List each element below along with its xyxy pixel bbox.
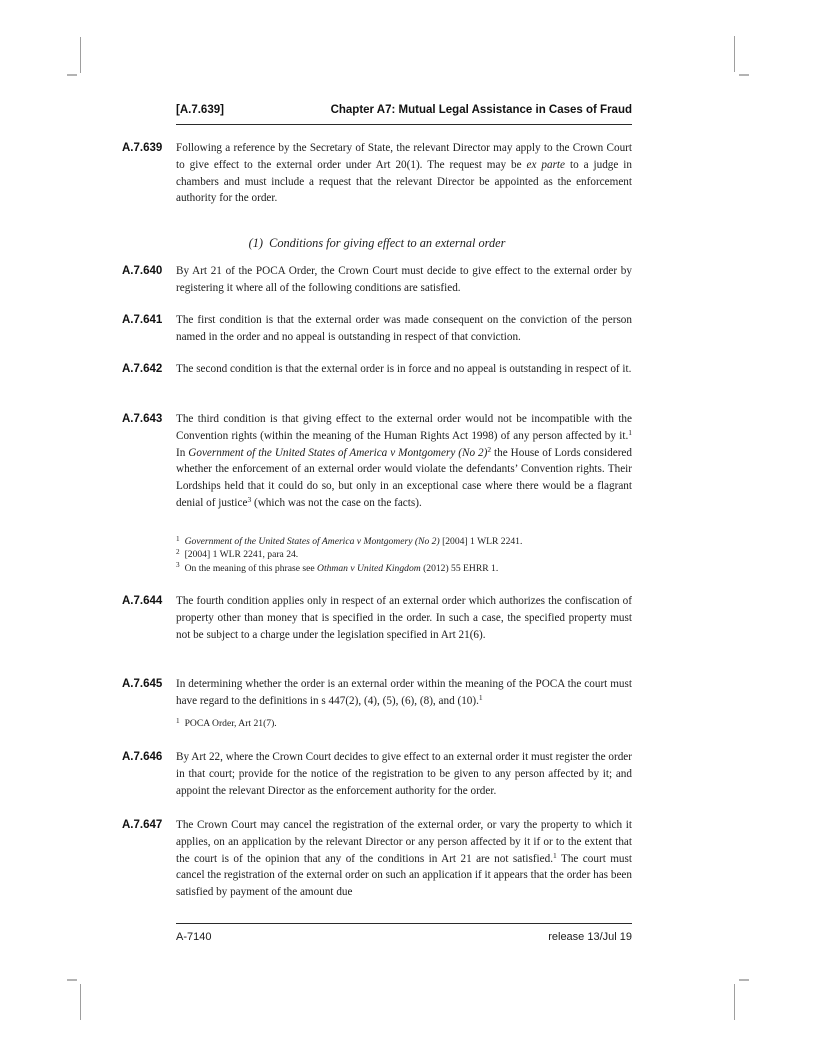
para-number: A.7.646 [122,751,163,763]
text-run: (2012) 55 EHRR 1. [420,562,499,574]
footnote-number: 2 [176,547,180,556]
para-a7639 [122,140,632,207]
text-run: The first condition is that the external order was made consequent on the conviction of the person named in the order and no appeal is outstanding in respect of that conviction. [176,314,632,343]
para-text [176,361,632,378]
text-run: By Art 22, where the Crown Court decides to give effect to an external order it must register the order in that court; provide for the notice of the registration to be given to any person affected by it; and appoint the relevant Director as the enforcement authority for the order. [176,751,632,797]
para-text [176,140,632,207]
crop-mark-top-left-horizontal [67,74,77,76]
footnote-marker: 2 [487,444,492,454]
italic-case-name: Government of the United States of America v Montgomery (No 2) [184,536,440,547]
text-run: the House of Lords considered whether the enforcement of an external order would violate the defendants’ Convention rights. Their Lordships held that it could do so, but only in an exceptional case where there would be a flagrant denial of justice [176,446,632,509]
crop-mark-bottom-right-horizontal [739,979,749,981]
footnote-number: 1 [176,716,180,725]
footnote-line [176,562,632,575]
para-text [176,676,632,710]
para-number: A.7.639 [122,142,163,154]
para-number: A.7.641 [122,314,163,326]
footnote-line [176,717,632,730]
text-run: (which was not the case on the facts). [251,496,422,509]
footnote-marker: 3 [247,494,252,504]
para-a7641 [122,312,632,346]
text-run: In determining whether the order is an external order within the meaning of the POCA the court must have regard to the definitions in s 447(2), (4), (5), (6), (8), and (10). [176,678,632,707]
page-footer [176,931,632,944]
para-text [176,817,632,901]
para-a7640 [122,263,632,297]
para-text [176,411,632,512]
para-number: A.7.640 [122,265,163,277]
header-marginal-ref: [A.7.639] [176,104,224,116]
italic-case-name: Othman v United Kingdom [317,562,421,574]
text-run: The fourth condition applies only in respect of an external order which authorizes the confiscation of property other than money that is specified in the order. In such a case, the specified property must not be subject to a charge under the legislation specified in Art 21(6). [176,595,632,641]
footer-rule [176,923,632,924]
text-run: The Crown Court may cancel the registration of the external order, or vary the property to which it applies, on an application by the relevant Director or any person affected by it if or to the extent that the court is of the opinion that any of the conditions in Art 21 are not satisfied. [176,819,632,865]
para-number: A.7.644 [122,595,163,607]
header-chapter-title: Chapter A7: Mutual Legal Assistance in Cases of Fraud [330,104,632,116]
text-run: POCA Order, Art 21(7). [184,718,277,729]
para-number: A.7.645 [122,678,163,690]
text-run: The third condition is that giving effect to the external order would not be incompatible with the Convention rights (within the meaning of the Human Rights Act 1998) of any person affected by it. [176,413,632,442]
crop-mark-bottom-right-vertical [734,984,735,1020]
text-run: By Art 21 of the POCA Order, the Crown Court must decide to give effect to the external order by registering it where all of the following conditions are satisfied. [176,265,632,294]
para-number: A.7.647 [122,819,163,831]
crop-mark-bottom-left-vertical [80,984,81,1020]
para-number: A.7.643 [122,413,163,425]
footnote-marker: 1 [553,850,557,860]
crop-mark-top-left-vertical [80,37,81,73]
text-run: In [176,446,189,459]
footnotes-group-643 [176,535,632,575]
text-run: [2004] 1 WLR 2241. [439,536,523,547]
footnotes-group-645 [176,717,632,730]
para-text [176,263,632,297]
crop-mark-top-right-vertical [734,36,735,72]
section-heading: (1) Conditions for giving effect to an external order [248,236,506,250]
text-run: to a judge in chambers and must include a request that the relevant Director be appointed as the enforcement authority for the order. [176,158,633,205]
para-a7647 [122,817,632,901]
italic-case-name: Government of the United States of America v Montgomery (No 2) [188,446,488,459]
footnote-number: 3 [176,561,180,570]
para-a7644 [122,593,632,643]
footnote-line [176,548,632,561]
text-run: The second condition is that the external order is in force and no appeal is outstanding in respect of it. [176,363,632,375]
italic-term: ex parte [526,158,566,171]
footnote-number: 1 [176,534,180,543]
para-a7646 [122,749,632,799]
para-number: A.7.642 [122,363,163,375]
footnote-marker: 1 [478,692,483,702]
text-run: [2004] 1 WLR 2241, para 24. [184,549,299,561]
para-a7643 [122,411,632,512]
text-run: Following a reference by the Secretary of State, the relevant Director may apply to the Crown Court to give effect to the external order under Art 20(1). The request may be [176,142,632,171]
crop-mark-top-right-horizontal [739,74,749,76]
footnote-marker: 1 [628,427,632,437]
footer-page-ref: A-7140 [176,931,212,943]
text-run: The court must cancel the registration of the external order on such an application if it appears that the order has been satisfied by payment of the amount due [176,852,632,899]
para-a7645 [122,676,632,710]
running-header [176,104,632,125]
footer-release: release 13/Jul 19 [548,931,632,943]
footnote-line [176,535,632,548]
para-text [176,312,632,346]
text-run: On the meaning of this phrase see [184,562,318,574]
para-a7642 [122,361,632,378]
para-text [176,593,632,643]
crop-mark-bottom-left-horizontal [67,979,77,981]
para-text [176,749,632,799]
